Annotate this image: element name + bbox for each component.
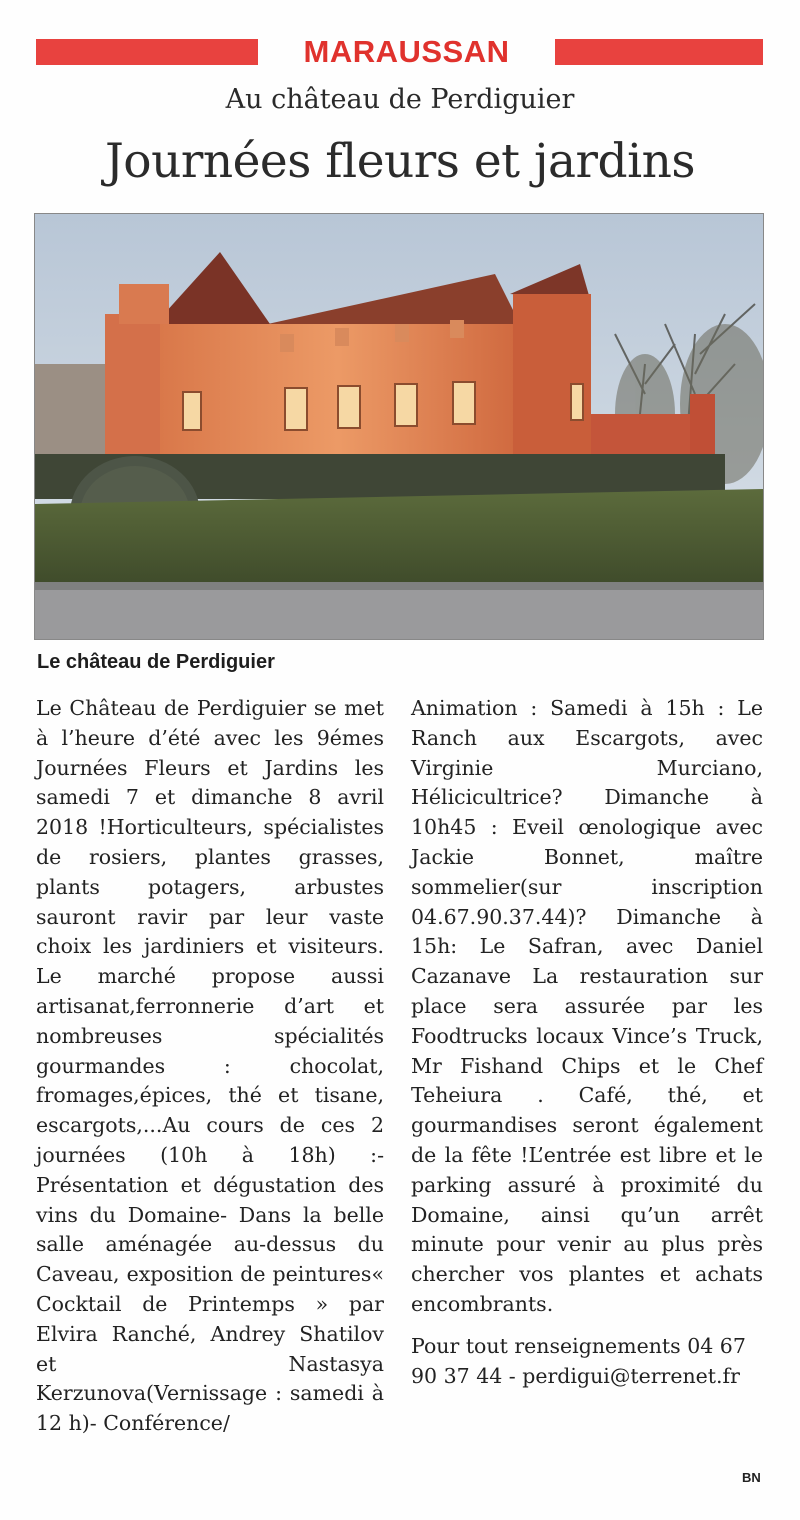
chateau-photo <box>34 213 764 640</box>
article-headline: Journées fleurs et jardins <box>104 134 696 189</box>
article-text-right: Animation : Samedi à 15h : Le Ranch aux Escargots, avec Virginie Murciano, Hélicicultrice? Dimanche à 10h45 : Eveil œnologique avec Jackie Bonnet, maître sommelier(sur inscription 04.67.90.37.44)? Dimanche à 15h: Le Safran, avec Daniel Cazanave La restauration sur place sera assurée par les Foodtrucks locaux Vince’s Truck, Mr Fishand Chips et le Chef Teheiura . Café, thé, et gourmandises seront également de la fête !L’entrée est libre et le parking assuré à proximité du Domaine, ainsi qu’un arrêt minute pour venir au plus près chercher vos plantes et achats encombrants. <box>411 696 763 1316</box>
section-header-band <box>36 36 763 68</box>
article-subtitle: Au château de Perdiguier <box>225 84 575 115</box>
photo-caption: Le château de Perdiguier <box>37 651 275 673</box>
article-text-left: Le Château de Perdiguier se met à l’heure d’été avec les 9émes Journées Fleurs et Jardins les samedi 7 et dimanche 8 avril 2018 !Horticulteurs, spécialistes de rosiers, plantes grasses, plants potagers, arbustes sauront ravir par leur vaste choix les jardiniers et visiteurs. Le marché propose aussi artisanat,ferronnerie d’art et nombreuses spécialités gourmandes : chocolat, fromages,épices, thé et tisane, escargots,...Au cours de ces 2 journées (10h à 18h) :- Présentation et dégustation des vins du Domaine- Dans la belle salle aménagée au-dessus du Caveau, exposition de peintures« Cocktail de Printemps » par Elvira Ranché, Andrey Shatilov et Nastasya Kerzunova(Vernissage : samedi à 12 h)- Conférence/ <box>36 696 384 1436</box>
article-column-right <box>411 694 763 1391</box>
author-signature: BN <box>742 1470 761 1485</box>
article-column-left <box>36 694 384 1439</box>
header-bar-left <box>36 39 258 65</box>
header-bar-right <box>555 39 763 65</box>
town-label: MARAUSSAN <box>303 34 510 69</box>
contact-info: Pour tout renseignements 04 67 90 37 44 - perdigui@terrenet.fr <box>411 1333 746 1388</box>
